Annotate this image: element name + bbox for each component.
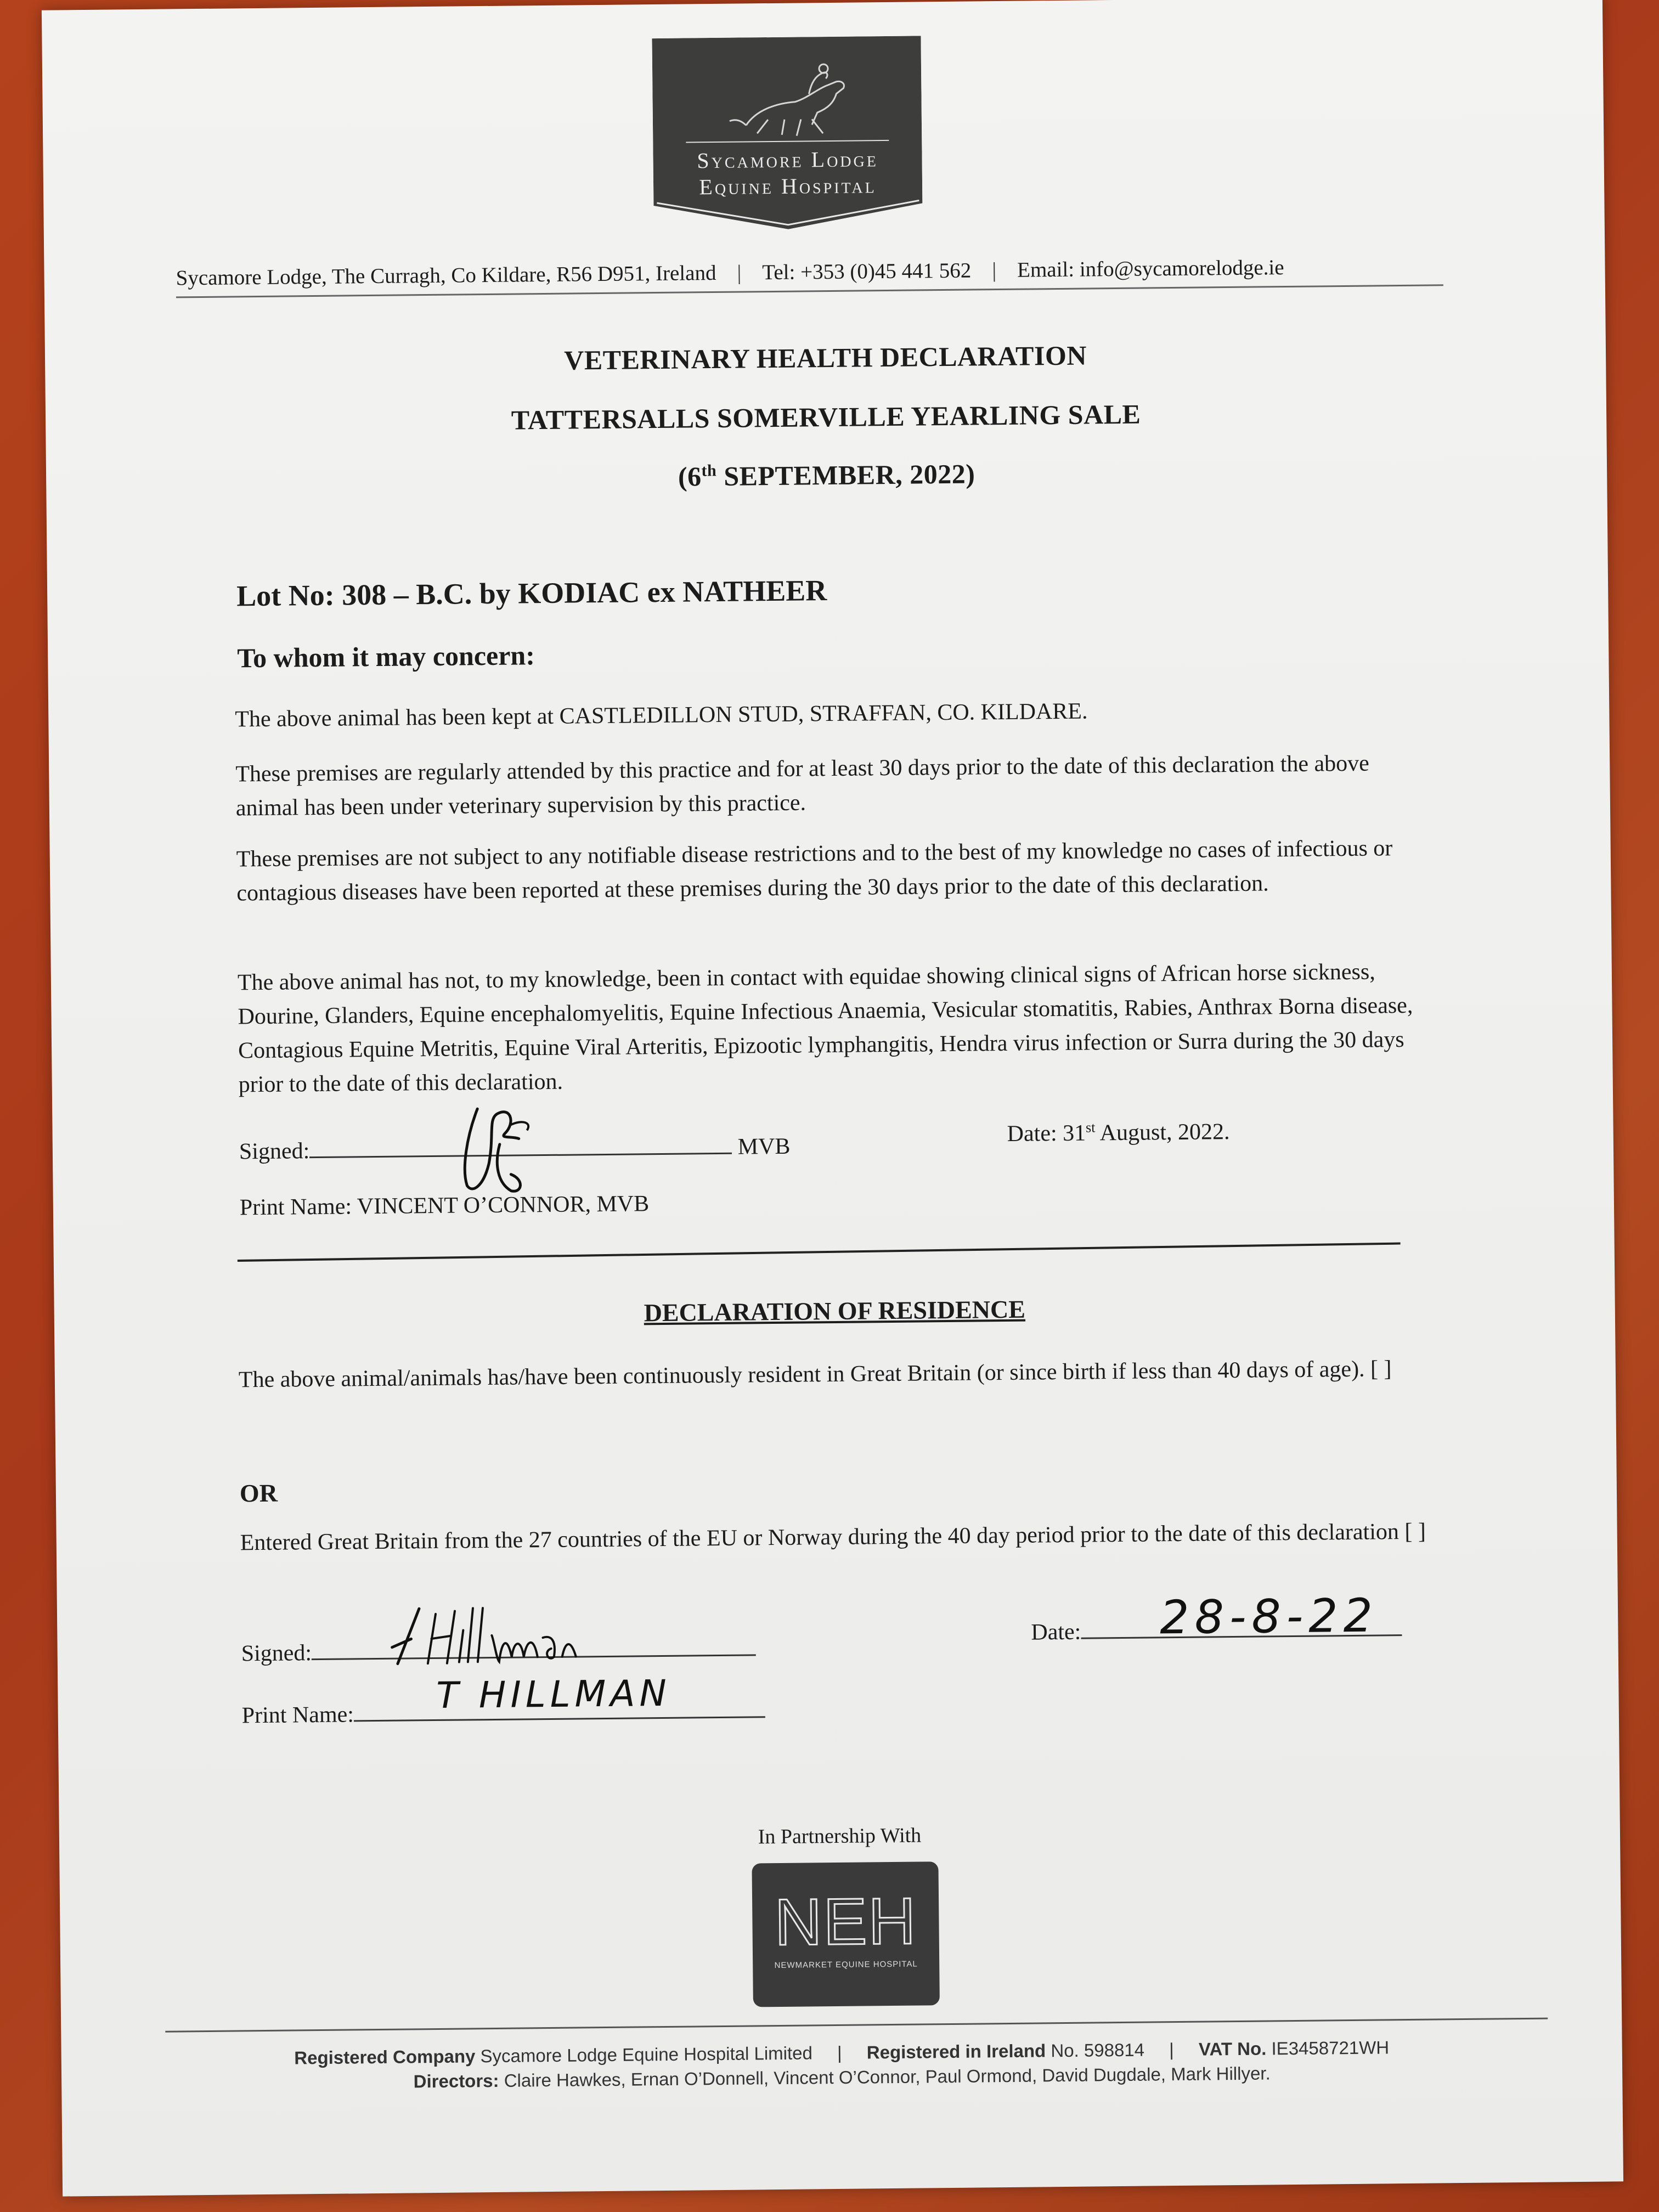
or-label: OR [239,1479,278,1508]
signed-label: Signed: [239,1138,310,1165]
paragraph-restrictions: These premises are not subject to any notifiable disease restrictions and to the best of my knowledge no cases of infectious or contagious diseases have been reported at these premises during the 30 days prior to the date of this declaration. [236,836,1393,906]
logo-badge-shape [652,36,922,236]
salutation: To whom it may concern: [237,640,535,674]
neh-logo [752,1861,939,2007]
separator: | [992,258,997,282]
sycamore-lodge-logo [652,36,922,236]
owner-date-handwritten: 28-8-22 [1159,1588,1379,1645]
footer-directors-line: Directors: Claire Hawkes, Ernan O’Donnell, Vincent O’Connor, Paul Ormond, David Dugdale, Mark Hillyer. [413,2063,1271,2092]
vet-signature-date: Date: 31st August, 2022. [1007,1119,1230,1147]
owner-signature-scribble [386,1596,617,1680]
residence-option-continuous: The above animal/animals has/have been continuously resident in Great Britain (or since birth if less than 40 days of age). [ ] [238,1356,1392,1393]
paragraph-contact-diseases: The above animal has not, to my knowledge, been in contact with equidae showing clinical signs of African horse sickness, Dourine, Glanders, Equine encephalomyelitis, Equine Infectious Anaemia, Vesicular stomatitis, Rabies, Anthrax Borna disease, Contagious Equine Metritis, Equine Viral Arteritis, Epizootic lymphangitis, Hendra virus infection or Surra during the 30 days prior to the date of this declaration. [237,959,1413,1098]
lot-number: Lot No: 308 – B.C. by KODIAC ex NATHEER [236,574,827,613]
print-name-line [354,1716,765,1722]
neh-logo-subtitle: NEWMARKET EQUINE HOSPITAL [774,1959,918,1971]
contact-bar [176,250,1443,298]
email-text: Email: info@sycamorelodge.ie [1017,255,1284,282]
telephone-text: Tel: +353 (0)45 441 562 [762,258,972,284]
vet-signature-scribble [444,1092,555,1203]
date-label: Date: [1031,1619,1081,1645]
neh-logo-letters: NEH [774,1884,917,1960]
paragraph-kept-at: The above animal has been kept at CASTLEDILLON STUD, STRAFFAN, CO. KILDARE. [235,698,1088,732]
sale-date-title: (6th SEPTEMBER, 2022) [678,458,975,492]
paragraph-supervision: These premises are regularly attended by this practice and for at least 30 days prior to the date of this declaration the above animal has been under veterinary supervision by this practice. [235,751,1370,821]
section-divider [238,1243,1401,1262]
owner-print-name-handwritten: T HILLMAN [436,1672,672,1717]
footer-registration-line: Registered Company Sycamore Lodge Equine Hospital Limited | Registered in Ireland No. 598814 | VAT No. IE3458721WH [294,2037,1390,2068]
separator: | [737,261,742,285]
residence-title: DECLARATION OF RESIDENCE [644,1295,1026,1327]
residence-option-entered: Entered Great Britain from the 27 countries of the EU or Norway during the 40 day period prior to the date of this declaration [ ] [240,1519,1426,1556]
mvb-suffix: MVB [737,1133,791,1160]
signed-label: Signed: [241,1640,312,1667]
footer-divider [165,2018,1548,2033]
logo-name-line1: Sycamore Lodge [697,146,879,173]
print-name-label: Print Name: [241,1702,354,1729]
logo-name-line2: Equine Hospital [699,173,877,200]
sale-title: TATTERSALLS SOMERVILLE YEARLING SALE [511,398,1141,436]
partnership-label: In Partnership With [758,1824,922,1849]
address-text: Sycamore Lodge, The Curragh, Co Kildare, R56 D951, Ireland [176,261,716,290]
declaration-title: VETERINARY HEALTH DECLARATION [563,340,1087,376]
vet-print-name: Print Name: VINCENT O’CONNOR, MVB [239,1191,650,1221]
document-page [42,0,1623,2197]
